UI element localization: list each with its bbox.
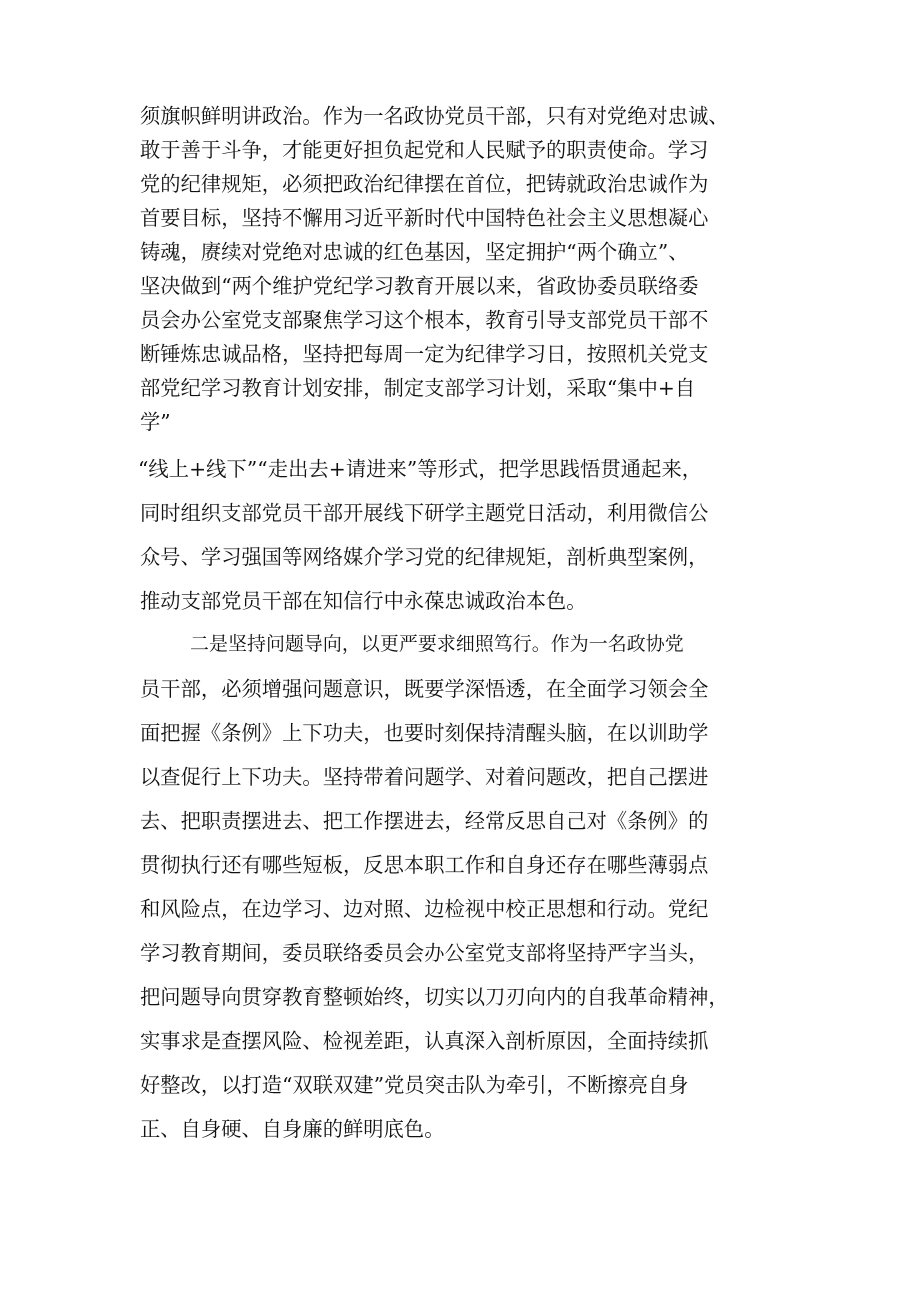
text-line: 坚决做到“两个维护党纪学习教育开展以来，省政协委员联络委 xyxy=(140,274,699,298)
text-line: 推动支部党员干部在知信行中永葆忠诚政治本色。 xyxy=(140,589,587,613)
text-line: “线上+线下”“走出去+请进来”等形式，把学思践悟贯通起来， xyxy=(138,457,703,481)
paragraph-first-line: 二是坚持问题导向，以更严要求细照笃行。作为一名政协党 xyxy=(190,633,684,655)
text-line: 党的纪律规矩，必须把政治纪律摆在首位，把铸就政治忠诚作为 xyxy=(140,172,709,196)
text-line: 正、自身硬、自身廉的鲜明底色。 xyxy=(140,1117,445,1141)
text-line: 员会办公室党支部聚焦学习这个根本，教育引导支部党员干部不 xyxy=(140,308,709,332)
text-line: 铸魂，赓续对党绝对忠诚的红色基因，坚定拥护“两个确立”、 xyxy=(140,240,689,264)
text-line: 把问题导向贯穿教育整顿始终，切实以刀刃向内的自我革命精神， xyxy=(140,985,729,1009)
text-line: 首要目标，坚持不懈用习近平新时代中国特色社会主义思想凝心 xyxy=(140,206,709,230)
text-line: 部党纪学习教育计划安排，制定支部学习计划，采取“集中+自 xyxy=(140,376,696,400)
text-line: 贯彻执行还有哪些短板，反思本职工作和自身还存在哪些薄弱点 xyxy=(140,853,709,877)
text-line: 面把握《条例》上下功夫，也要时刻保持清醒头脑，在以训助学 xyxy=(140,721,709,745)
text-line: 员干部，必须增强问题意识，既要学深悟透，在全面学习领会全 xyxy=(140,677,709,701)
text-line: 学” xyxy=(140,410,171,434)
text-line: 去、把职责摆进去、把工作摆进去，经常反思自己对《条例》的 xyxy=(140,809,709,833)
text-line: 学习教育期间，委员联络委员会办公室党支部将坚持严字当头， xyxy=(140,941,709,965)
text-line: 须旗帜鲜明讲政治。作为一名政协党员干部，只有对党绝对忠诚、 xyxy=(140,104,729,128)
text-line: 断锤炼忠诚品格，坚持把每周一定为纪律学习日，按照机关党支 xyxy=(140,342,709,366)
text-line: 众号、学习强国等网络媒介学习党的纪律规矩，剖析典型案例， xyxy=(140,545,709,569)
text-line: 以查促行上下功夫。坚持带着问题学、对着问题改，把自己摆进 xyxy=(140,765,709,789)
text-line: 实事求是查摆风险、检视差距，认真深入剖析原因，全面持续抓 xyxy=(140,1029,709,1053)
text-line: 好整改，以打造“双联双建”党员突击队为牵引，不断擦亮自身 xyxy=(140,1073,689,1097)
text-line: 和风险点，在边学习、边对照、边检视中校正思想和行动。党纪 xyxy=(140,897,709,921)
text-line: 同时组织支部党员干部开展线下研学主题党日活动，利用微信公 xyxy=(140,501,709,525)
text-line: 敢于善于斗争，才能更好担负起党和人民赋予的职责使命。学习 xyxy=(140,138,709,162)
